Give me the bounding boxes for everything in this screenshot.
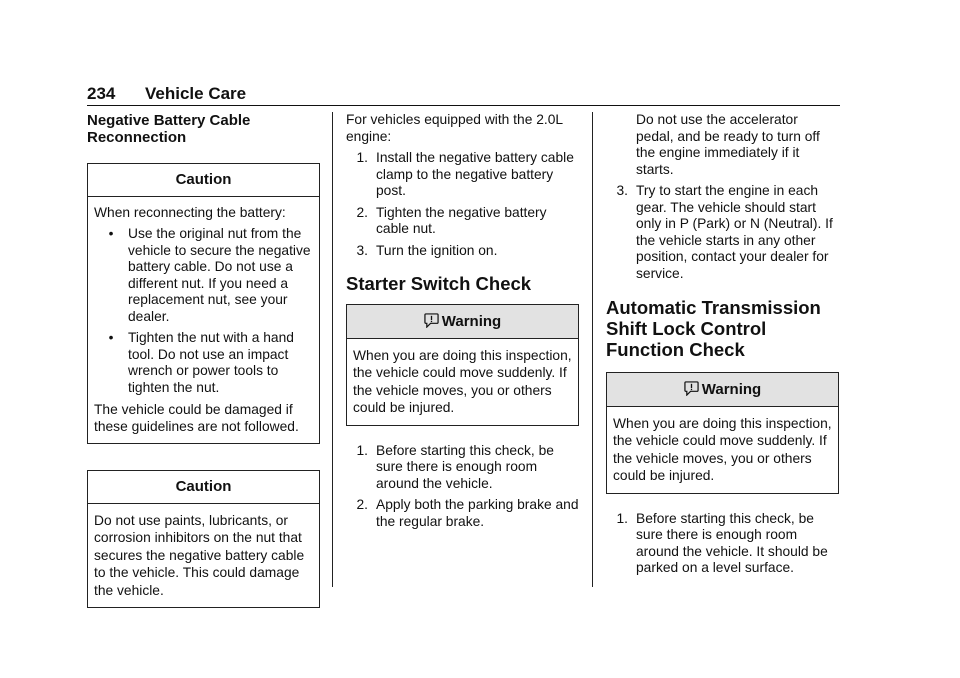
warning-icon bbox=[684, 381, 699, 396]
list-item: 2. Apply both the parking brake and the regular brake. bbox=[356, 497, 579, 529]
warning-icon bbox=[424, 313, 439, 328]
header-rule bbox=[87, 105, 840, 106]
heading-starter-switch-check: Starter Switch Check bbox=[346, 273, 532, 294]
warning-title: Warning bbox=[347, 305, 578, 339]
caution-box-battery bbox=[87, 163, 320, 444]
caution-body bbox=[88, 197, 319, 444]
caution-intro: When reconnecting the battery: bbox=[94, 204, 286, 220]
warning-box-shift-lock bbox=[606, 372, 839, 494]
warning-box-starter bbox=[346, 304, 579, 426]
list-item: 3. Turn the ignition on. bbox=[356, 242, 498, 258]
bullet-icon: • bbox=[108, 226, 114, 241]
continued-step-text: Do not use the accelerator pedal, and be ready to turn off the engine immediately if it starts. bbox=[636, 112, 820, 177]
page-header bbox=[87, 84, 840, 104]
column-left bbox=[87, 112, 320, 608]
warning-body: When you are doing this inspection, the vehicle could move suddenly. If the vehicle moves, you or others could be injured. bbox=[353, 347, 572, 415]
warning-title: Warning bbox=[607, 373, 838, 407]
engine-intro: For vehicles equipped with the 2.0L engine: bbox=[346, 112, 563, 144]
heading-shift-lock-check: Automatic Transmission Shift Lock Control Function Check bbox=[606, 297, 821, 360]
section-title: Vehicle Care bbox=[145, 84, 247, 103]
column-divider bbox=[332, 112, 333, 587]
heading-negative-battery-cable: Negative Battery Cable Reconnection bbox=[87, 112, 251, 146]
caution-outro: The vehicle could be damaged if these guidelines are not followed. bbox=[94, 402, 299, 434]
column-middle bbox=[346, 112, 579, 530]
list-item: 1. Before starting this check, be sure there is enough room around the vehicle. bbox=[356, 442, 554, 491]
list-item: 1. Install the negative battery cable clamp to the negative battery post. bbox=[356, 150, 574, 198]
caution-title: Caution bbox=[88, 164, 319, 197]
caution-body: Do not use paints, lubricants, or corrosion inhibitors on the nut that secures the negative battery cable to the vehicle. This could damage the vehicle. bbox=[94, 512, 305, 598]
column-right bbox=[606, 112, 839, 577]
caution-box-corrosion bbox=[87, 470, 320, 608]
list-item: • Tighten the nut with a hand tool. Do not use an impact wrench or power tools to tighten the nut. bbox=[94, 330, 313, 396]
caution-title: Caution bbox=[88, 471, 319, 504]
page-number: 234 bbox=[87, 84, 116, 103]
list-item: 1. Before starting this check, be sure there is enough room around the vehicle. It should be parked on a level surface. bbox=[616, 510, 828, 575]
list-item: 3. Try to start the engine in each gear. The vehicle should start only in P (Park) or N (Neutral). If the vehicle starts in any other position, contact your dealer for service. bbox=[616, 183, 833, 281]
warning-body: When you are doing this inspection, the vehicle could move suddenly. If the vehicle moves, you or others could be injured. bbox=[613, 415, 832, 483]
list-item: 2. Tighten the negative battery cable nut. bbox=[356, 204, 547, 236]
list-item: • Use the original nut from the vehicle to secure the negative battery cable. Do not use a different nut. If you need a replacement nut, see your dealer. bbox=[94, 226, 313, 325]
bullet-icon: • bbox=[108, 330, 114, 345]
column-divider bbox=[592, 112, 593, 587]
